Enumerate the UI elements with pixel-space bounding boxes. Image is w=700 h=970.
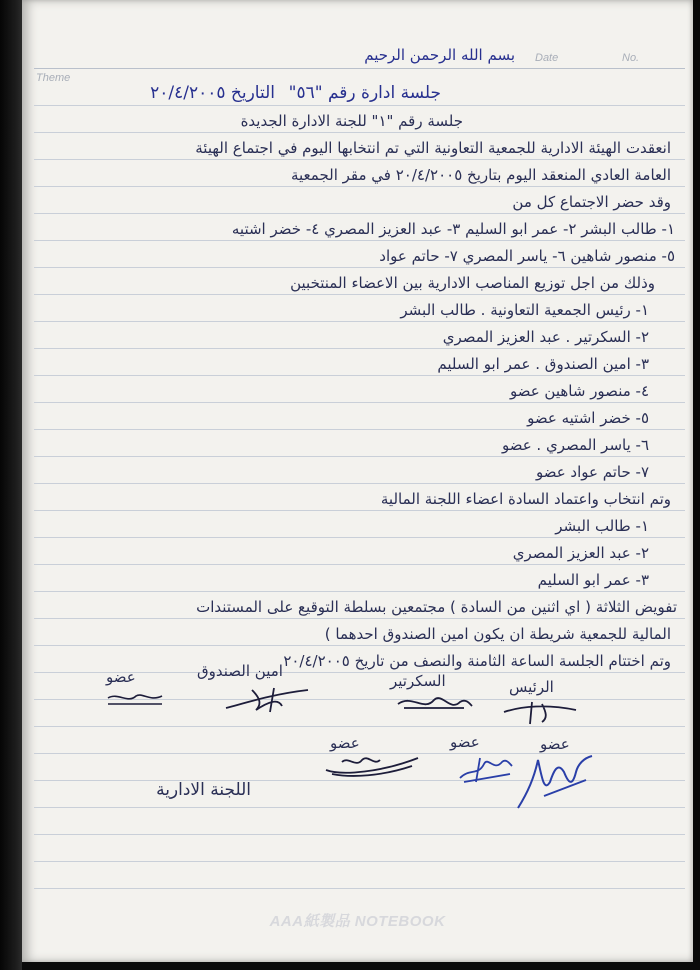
rule-line [34,348,685,349]
rule-line [34,186,685,187]
finance-member: ٣- عمر ابو السليم [537,571,649,589]
member-label: عضو [330,734,360,752]
rule-line [34,564,685,565]
rule-line [34,861,685,862]
rule-line [34,321,685,322]
committee-label: اللجنة الادارية [156,780,251,800]
rule-line [34,645,685,646]
session-date: التاريخ ٢٠/٤/٢٠٠٥ [150,83,275,103]
rule-line [34,591,685,592]
rule-line [34,159,685,160]
chairman-signature [502,698,582,728]
member-signature [322,750,422,780]
minutes-line: وتم اختتام الجلسة الساعة الثامنة والنصف من تاريخ ٢٠/٤/٢٠٠٥ [283,652,671,670]
basmala: بسم الله الرحمن الرحيم [364,46,515,64]
committee-session-title: جلسة رقم "١" للجنة الادارة الجديدة [240,112,463,130]
rule-line [34,429,685,430]
rule-line [34,240,685,241]
finance-member: ١- طالب البشر [555,517,649,535]
minutes-line: العامة العادي المنعقد اليوم بتاريخ ٢٠/٤/٢٠٠٥ في مقر الجمعية [290,166,671,184]
rule-line [34,888,685,889]
rule-line [34,213,685,214]
rule-line [34,537,685,538]
session-number: جلسة ادارة رقم "٥٦" [288,83,441,103]
position-row: ٤- منصور شاهين عضو [509,382,649,400]
notebook-page [22,0,693,962]
rule-line [34,726,685,727]
minutes-line: وذلك من اجل توزيع المناصب الادارية بين الاعضاء المنتخبين [290,274,655,292]
minutes-line: تفويض الثلاثة ( اي اثنين من السادة ) مجتمعين بسلطة التوقيع على المستندات [196,598,677,616]
chairman-label: الرئيس [509,678,554,696]
member-label: عضو [106,668,136,686]
rule-line [34,294,685,295]
notebook-brand: AAA紙製品 NOTEBOOK [269,913,446,930]
member-label: عضو [450,733,480,751]
position-row: ١- رئيس الجمعية التعاونية . طالب البشر [400,301,649,319]
rule-line [34,105,685,106]
rule-line [34,483,685,484]
treasurer-label: امين الصندوق [197,662,283,680]
member-signature-blue [514,752,596,812]
rule-line [34,375,685,376]
member-signature-blue [456,752,514,786]
date-label: Date [535,52,559,64]
member-signature [106,688,166,710]
position-row: ٢- السكرتير . عبد العزيز المصري [442,328,649,346]
secretary-label: السكرتير [390,672,446,690]
rule-line [34,510,685,511]
finance-member: ٢- عبد العزيز المصري [512,544,649,562]
minutes-line: المالية للجمعية شريطة ان يكون امين الصندوق احدهما ) [324,625,671,643]
treasurer-signature [222,684,312,716]
notebook-spine [0,0,22,970]
rule-line [34,456,685,457]
secretary-signature [394,690,474,720]
minutes-line: انعقدت الهيئة الادارية للجمعية التعاونية التي تم انتخابها اليوم في اجتماع الهيئة [195,139,671,157]
member-label: عضو [540,735,570,753]
rule-line [34,68,685,69]
rule-line [34,132,685,133]
attendees-line: ١- طالب البشر ٢- عمر ابو السليم ٣- عبد العزيز المصري ٤- خضر اشتيه [231,220,675,238]
position-row: ٣- امين الصندوق . عمر ابو السليم [437,355,649,373]
position-row: ٧- حاتم عواد عضو [535,463,649,481]
rule-line [34,267,685,268]
rule-line [34,618,685,619]
position-row: ٦- ياسر المصري . عضو [501,436,649,454]
number-label: No. [622,52,640,64]
attendees-line: ٥- منصور شاهين ٦- ياسر المصري ٧- حاتم عواد [379,247,675,265]
minutes-line: وتم انتخاب واعتماد السادة اعضاء اللجنة المالية [380,490,671,508]
theme-label: Theme [36,72,71,84]
position-row: ٥- خضر اشتيه عضو [527,409,649,427]
rule-line [34,834,685,835]
minutes-line: وقد حضر الاجتماع كل من [512,193,671,211]
rule-line [34,402,685,403]
